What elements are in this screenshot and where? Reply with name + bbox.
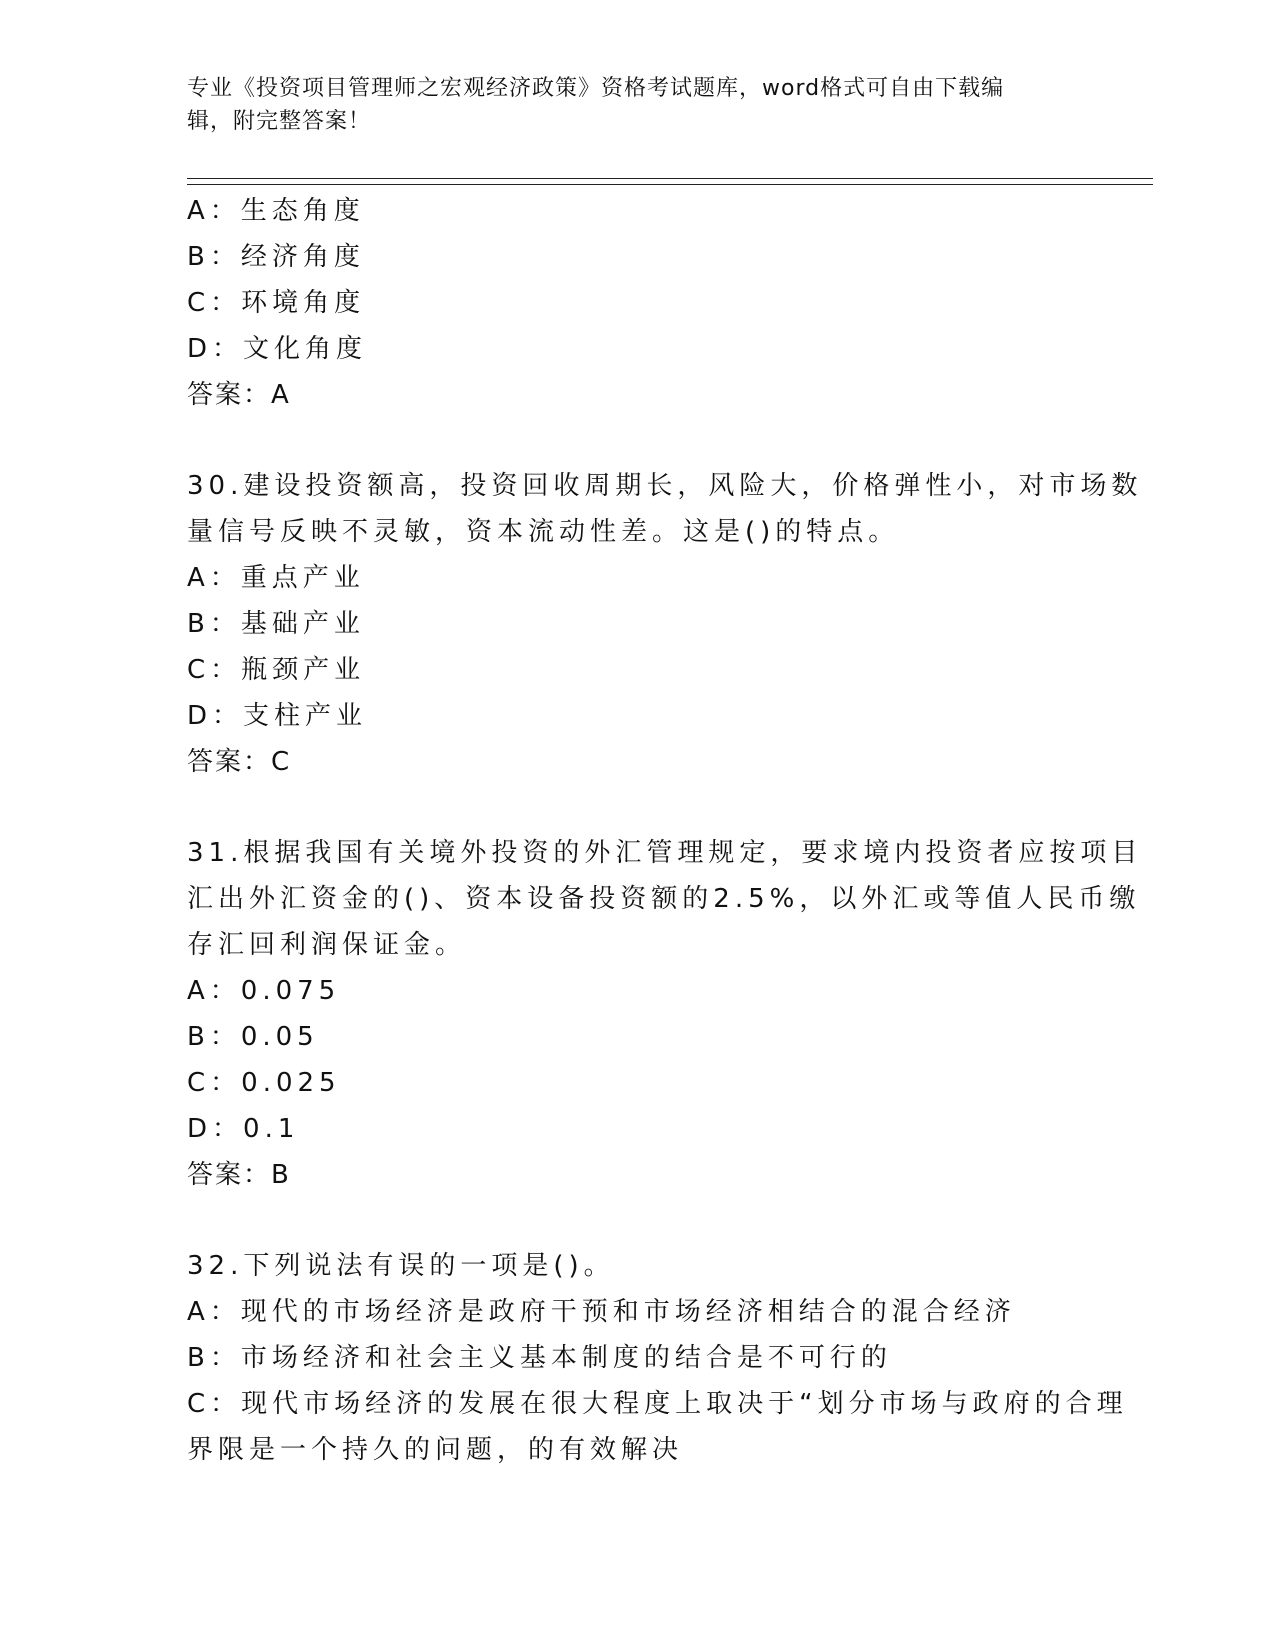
option-a: A：生态角度 — [187, 196, 365, 226]
option-c: C：现代市场经济的发展在很大程度上取决于“划分市场与政府的合理 — [187, 1389, 1128, 1419]
question-30 — [187, 463, 1143, 785]
header-divider-bottom — [187, 184, 1153, 185]
question-stem-line: 31.根据我国有关境外投资的外汇管理规定，要求境内投资者应按项目 — [187, 838, 1143, 868]
question-31 — [187, 830, 1143, 1198]
spacer — [187, 1198, 1087, 1243]
answer: 答案：A — [187, 380, 291, 410]
option-b: B：市场经济和社会主义基本制度的结合是不可行的 — [187, 1343, 892, 1373]
header-divider-top — [187, 178, 1153, 179]
option-c: C：瓶颈产业 — [187, 655, 366, 685]
question-stem-line: 汇出外汇资金的()、资本设备投资额的2.5%，以外汇或等值人民币缴 — [187, 884, 1141, 914]
option-b: B：0.05 — [187, 1022, 319, 1052]
header-line-1: 专业《投资项目管理师之宏观经济政策》资格考试题库，word格式可自由下载编 — [187, 76, 1005, 101]
question-29 — [187, 188, 1087, 418]
answer: 答案：B — [187, 1160, 291, 1190]
option-d: D：文化角度 — [187, 334, 368, 364]
option-b: B：基础产业 — [187, 609, 365, 639]
option-d: D：支柱产业 — [187, 701, 368, 731]
spacer — [187, 785, 1087, 830]
option-c: C：环境角度 — [187, 288, 366, 318]
question-stem-line: 存汇回利润保证金。 — [187, 930, 467, 960]
document-header — [187, 72, 1067, 138]
question-32 — [187, 1243, 1128, 1473]
spacer — [187, 418, 1087, 463]
answer: 答案：C — [187, 747, 292, 777]
option-b: B：经济角度 — [187, 242, 365, 272]
option-a: A：0.075 — [187, 976, 341, 1006]
option-a: A：现代的市场经济是政府干预和市场经济相结合的混合经济 — [187, 1297, 1016, 1327]
option-d: D：0.1 — [187, 1114, 300, 1144]
question-list — [187, 188, 1143, 1473]
option-c-continued: 界限是一个持久的问题，的有效解决 — [187, 1435, 684, 1465]
option-c: C：0.025 — [187, 1068, 341, 1098]
question-stem-line: 量信号反映不灵敏，资本流动性差。这是()的特点。 — [187, 517, 900, 547]
question-stem-line: 30.建设投资额高，投资回收周期长，风险大，价格弹性小，对市场数 — [187, 471, 1143, 501]
option-a: A：重点产业 — [187, 563, 365, 593]
header-line-2: 辑，附完整答案！ — [187, 109, 372, 134]
question-stem-line: 32.下列说法有误的一项是()。 — [187, 1251, 615, 1281]
